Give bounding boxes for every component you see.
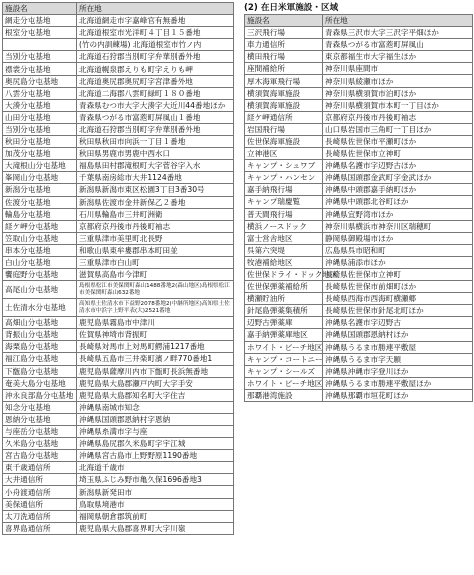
facility-name-cell: 小舟渡通信所 bbox=[3, 486, 77, 498]
facility-name-cell: 立神港区 bbox=[245, 148, 323, 160]
facility-name-cell: 大湊分屯基地 bbox=[3, 99, 77, 111]
facility-name-cell: 経ケ岬分屯基地 bbox=[3, 220, 77, 232]
table-row bbox=[3, 136, 234, 148]
facility-location-cell: 三重県津市白山町 bbox=[77, 256, 234, 268]
facility-name-cell: 大滝根山分屯基地 bbox=[3, 160, 77, 172]
facility-location-cell: 福島県田村郡滝根町大字菅谷字入水 bbox=[77, 160, 234, 172]
facility-name-cell: キャンプ・シュワブ bbox=[245, 160, 323, 172]
facility-name-cell: 知念分屯基地 bbox=[3, 401, 77, 413]
facility-name-cell: 網走分屯基地 bbox=[3, 15, 77, 27]
facility-location-cell: 北海道石狩郡当別町字弁華別番外地 bbox=[77, 51, 234, 63]
facility-location-cell: 長崎県佐世保市立神町 bbox=[323, 148, 473, 160]
right-header-location: 所在地 bbox=[323, 15, 473, 27]
facility-name-cell: 串本分屯基地 bbox=[3, 244, 77, 256]
right-table-body bbox=[245, 27, 473, 402]
facility-location-cell: 長崎県佐世保市立神町 bbox=[323, 268, 473, 280]
table-row bbox=[3, 401, 234, 413]
facility-location-cell: 鹿児島県薩摩川内市下甑町長浜無番地 bbox=[77, 365, 234, 377]
table-row bbox=[245, 75, 473, 87]
facility-name-cell: 秋田分屯基地 bbox=[3, 136, 77, 148]
facility-name-cell: 太刀洗通信所 bbox=[3, 510, 77, 522]
facility-name-cell: 奥尻島分屯基地 bbox=[3, 75, 77, 87]
facility-name-cell: 恩納分屯基地 bbox=[3, 413, 77, 425]
facility-location-cell: 北海道奥尻郡奥尻町字宮津番外地 bbox=[77, 75, 234, 87]
facility-name-cell: 背振山分屯基地 bbox=[3, 329, 77, 341]
facility-name-cell: 当別分屯基地 bbox=[3, 123, 77, 135]
table-row bbox=[3, 196, 234, 208]
facility-name-cell: 横田飛行場 bbox=[245, 51, 323, 63]
facility-location-cell: 埼玉県ふじみ野市亀久保1696番地3 bbox=[77, 474, 234, 486]
facility-location-cell: 沖縄県糸満市字与座 bbox=[77, 426, 234, 438]
facility-name-cell: 車力通信所 bbox=[245, 39, 323, 51]
facility-location-cell: 北海道千歳市 bbox=[77, 462, 234, 474]
table-row bbox=[245, 123, 473, 135]
facility-location-cell: 沖縄県宮古島市上野野原1190番地 bbox=[77, 450, 234, 462]
table-row bbox=[3, 15, 234, 27]
table-row bbox=[245, 87, 473, 99]
table-row bbox=[3, 75, 234, 87]
facility-location-cell: 神奈川県横須賀市本町一丁目ほか bbox=[323, 99, 473, 111]
facility-name-cell: 笠取山分屯基地 bbox=[3, 232, 77, 244]
table-row bbox=[3, 172, 234, 184]
facility-location-cell: 和歌山県東牟婁郡串本町田並 bbox=[77, 244, 234, 256]
facility-name-cell: キャンプ・シールズ bbox=[245, 365, 323, 377]
facility-location-cell: 長崎県対馬市上対馬町鰐浦1217番地 bbox=[77, 341, 234, 353]
table-row bbox=[3, 184, 234, 196]
table-row bbox=[245, 51, 473, 63]
table-row bbox=[3, 256, 234, 268]
table-row bbox=[245, 39, 473, 51]
facility-name-cell: 呉第六突堤 bbox=[245, 244, 323, 256]
facility-location-cell: 三重県津市美里町北長野 bbox=[77, 232, 234, 244]
facility-name-cell: 座間補給所 bbox=[245, 63, 323, 75]
facility-name-cell bbox=[3, 39, 77, 51]
facility-location-cell: 滋賀県高島市今津町 bbox=[77, 269, 234, 281]
facility-name-cell: 普天間飛行場 bbox=[245, 208, 323, 220]
facility-name-cell: 横浜ノースドック bbox=[245, 220, 323, 232]
facility-location-cell: 青森県三沢市大字三沢字平畑ほか bbox=[323, 27, 473, 39]
table-row bbox=[3, 522, 234, 534]
facility-location-cell: 長崎県佐世保市前畑町ほか bbox=[323, 281, 473, 293]
left-table-header-row bbox=[3, 3, 234, 15]
facility-location-cell: 青森県むつ市大字大湊字大近川44番地ほか bbox=[77, 99, 234, 111]
facility-name-cell: 沖永良部島分屯基地 bbox=[3, 389, 77, 401]
facility-location-cell: 沖縄県中頭郡北谷町ほか bbox=[323, 196, 473, 208]
facility-location-cell: 秋田県男鹿市男鹿中西水口 bbox=[77, 148, 234, 160]
table-row bbox=[3, 341, 234, 353]
table-row bbox=[3, 377, 234, 389]
table-row bbox=[3, 389, 234, 401]
facility-location-cell: 広島県呉市昭和町 bbox=[323, 244, 473, 256]
facility-location-cell: 沖縄県名護市字辺野古ほか bbox=[323, 160, 473, 172]
facility-name-cell: 佐世保弾薬補給所 bbox=[245, 281, 323, 293]
table-row bbox=[3, 111, 234, 123]
facility-location-cell: 神奈川県座間市 bbox=[323, 63, 473, 75]
facility-name-cell: 当別分屯基地 bbox=[3, 51, 77, 63]
table-row bbox=[3, 51, 234, 63]
table-row bbox=[245, 63, 473, 75]
facility-name-cell: 美保通信所 bbox=[3, 498, 77, 510]
facility-name-cell: 那覇港湾施設 bbox=[245, 389, 323, 401]
facility-location-cell: 鹿児島県霧島市中津川 bbox=[77, 317, 234, 329]
facility-name-cell: 宮古島分屯基地 bbox=[3, 450, 77, 462]
facility-location-cell: 沖縄県浦添市ほか bbox=[323, 256, 473, 268]
facility-name-cell: 新潟分屯基地 bbox=[3, 184, 77, 196]
facility-location-cell: 北海道幌泉郡えりも町字えりも岬 bbox=[77, 63, 234, 75]
facility-name-cell: 厚木海軍飛行場 bbox=[245, 75, 323, 87]
table-row bbox=[3, 281, 234, 299]
facility-name-cell: 福江島分屯基地 bbox=[3, 353, 77, 365]
table-row bbox=[3, 27, 234, 39]
table-row bbox=[3, 329, 234, 341]
facility-location-cell: 神奈川県横浜市神奈川区瑞穂町 bbox=[323, 220, 473, 232]
facility-name-cell: 奄美大島分屯基地 bbox=[3, 377, 77, 389]
table-row bbox=[3, 123, 234, 135]
table-row bbox=[245, 196, 473, 208]
facility-location-cell: 山口県岩国市三角町一丁目ほか bbox=[323, 123, 473, 135]
facility-name-cell: 下甑島分屯基地 bbox=[3, 365, 77, 377]
facility-location-cell: 長崎県西海市西海町横瀬郷 bbox=[323, 293, 473, 305]
table-row bbox=[245, 184, 473, 196]
facility-location-cell: 沖縄県沖縄市字登川ほか bbox=[323, 365, 473, 377]
facility-name-cell: 与座岳分屯基地 bbox=[3, 426, 77, 438]
facility-name-cell: 嘉手納飛行場 bbox=[245, 184, 323, 196]
right-section-heading: (2) 在日米軍施設・区域 bbox=[244, 3, 339, 13]
facility-name-cell: キャンプ・ハンセン bbox=[245, 172, 323, 184]
table-row bbox=[3, 353, 234, 365]
table-row bbox=[245, 99, 473, 111]
table-row bbox=[245, 293, 473, 305]
facility-name-cell: 横瀬貯油所 bbox=[245, 293, 323, 305]
table-row bbox=[3, 63, 234, 75]
facility-name-cell: 久米島分屯基地 bbox=[3, 438, 77, 450]
table-row bbox=[245, 148, 473, 160]
table-row bbox=[245, 377, 473, 389]
facility-name-cell: 白山分屯基地 bbox=[3, 256, 77, 268]
left-header-name: 施設名 bbox=[3, 3, 77, 15]
table-row bbox=[3, 450, 234, 462]
facility-location-cell: 長崎県佐世保市平瀬町ほか bbox=[323, 135, 473, 147]
facility-name-cell: 高尾山分屯基地 bbox=[3, 281, 77, 299]
facility-name-cell: 饗庭野分屯基地 bbox=[3, 269, 77, 281]
facility-name-cell: 佐渡分屯基地 bbox=[3, 196, 77, 208]
table-row bbox=[3, 474, 234, 486]
facility-location-cell: 静岡県御殿場市ほか bbox=[323, 232, 473, 244]
table-row bbox=[3, 498, 234, 510]
facility-location-cell: 鳥取県境港市 bbox=[77, 498, 234, 510]
facility-name-cell: 山田分屯基地 bbox=[3, 111, 77, 123]
facility-name-cell: 八雲分屯基地 bbox=[3, 87, 77, 99]
facility-location-cell: 沖縄県島尻郡久米島町字宇江城 bbox=[77, 438, 234, 450]
table-row bbox=[245, 389, 473, 401]
left-header-location: 所在地 bbox=[77, 3, 234, 15]
facility-name-cell: キャンプ・コートニー bbox=[245, 353, 323, 365]
table-row bbox=[245, 135, 473, 147]
table-row bbox=[3, 299, 234, 317]
facility-name-cell: 根室分屯基地 bbox=[3, 27, 77, 39]
facility-location-cell: 秋田県秋田市向浜一丁目１番地 bbox=[77, 136, 234, 148]
facility-location-cell: 京都府京丹後市丹後町袖志 bbox=[77, 220, 234, 232]
facility-name-cell: 嘉手納弾薬庫地区 bbox=[245, 329, 323, 341]
facility-name-cell: 横須賀海軍施設 bbox=[245, 87, 323, 99]
facility-location-cell: 長崎県佐世保市針尾北町ほか bbox=[323, 305, 473, 317]
facility-name-cell: 加茂分屯基地 bbox=[3, 148, 77, 160]
table-row bbox=[245, 27, 473, 39]
facility-location-cell: 新潟県佐渡市金井新保乙２番地 bbox=[77, 196, 234, 208]
facility-name-cell: 輪島分屯基地 bbox=[3, 208, 77, 220]
facility-name-cell: 佐世保海軍施設 bbox=[245, 135, 323, 147]
facility-name-cell: 喜界島通信所 bbox=[3, 522, 77, 534]
facility-location-cell: 鹿児島県大島郡瀬戸内町大字手安 bbox=[77, 377, 234, 389]
facility-location-cell: 神奈川県綾瀬市ほか bbox=[323, 75, 473, 87]
facility-location-cell: 佐賀県神埼市背振町 bbox=[77, 329, 234, 341]
table-row bbox=[245, 268, 473, 280]
table-row bbox=[3, 99, 234, 111]
facility-name-cell: 土佐清水分屯基地 bbox=[3, 299, 77, 317]
facility-location-cell: 東京都福生市大字福生ほか bbox=[323, 51, 473, 63]
facility-location-cell: 新潟県新潟市東区松園3丁目3番30号 bbox=[77, 184, 234, 196]
facility-location-cell: 沖縄県中頭郡嘉手納町ほか bbox=[323, 184, 473, 196]
table-row bbox=[3, 220, 234, 232]
facility-location-cell: 京都府京丹後市丹後町袖志 bbox=[323, 111, 473, 123]
facility-location-cell: 島根県松江市美保関町森山1488番地2(森山地区)島根県松江市美保関町森山632番地 bbox=[77, 281, 234, 299]
right-table-header-row bbox=[245, 15, 473, 27]
facility-name-cell: 針尾島弾薬集積所 bbox=[245, 305, 323, 317]
facility-name-cell: ホワイト・ビーチ地区 bbox=[245, 377, 323, 389]
facility-name-cell: 岩国飛行場 bbox=[245, 123, 323, 135]
table-row bbox=[245, 305, 473, 317]
table-row bbox=[3, 413, 234, 425]
table-row bbox=[3, 208, 234, 220]
table-row bbox=[245, 232, 473, 244]
table-row bbox=[245, 365, 473, 377]
table-row bbox=[245, 317, 473, 329]
table-row bbox=[245, 208, 473, 220]
facility-location-cell: 沖縄県宜野湾市ほか bbox=[323, 208, 473, 220]
left-facility-table bbox=[2, 2, 234, 535]
facility-name-cell: 峯岡山分屯基地 bbox=[3, 172, 77, 184]
facility-name-cell: 海栗島分屯基地 bbox=[3, 341, 77, 353]
facility-location-cell: 沖縄県うるま市勝連平敷屋 bbox=[323, 341, 473, 353]
table-row bbox=[3, 462, 234, 474]
facility-name-cell: 牧港補給地区 bbox=[245, 256, 323, 268]
facility-location-cell: 高知県土佐清水市下益野2078番地2(中継所地区)高知県土佐清水市中浜字上野平表(大)2521番地 bbox=[77, 299, 234, 317]
facility-name-cell: 経ケ岬通信所 bbox=[245, 111, 323, 123]
table-row bbox=[245, 220, 473, 232]
table-row bbox=[245, 256, 473, 268]
left-table-body bbox=[3, 15, 234, 535]
table-row bbox=[3, 438, 234, 450]
facility-location-cell: 北海道二海郡八雲町緑町１８０番地 bbox=[77, 87, 234, 99]
facility-location-cell: 沖縄県国頭郡金武町字金武ほか bbox=[323, 172, 473, 184]
table-row bbox=[3, 317, 234, 329]
facility-name-cell: 富士営舎地区 bbox=[245, 232, 323, 244]
table-row bbox=[245, 281, 473, 293]
table-row bbox=[3, 486, 234, 498]
right-facility-table bbox=[244, 14, 473, 402]
facility-name-cell: 大井通信所 bbox=[3, 474, 77, 486]
table-row bbox=[3, 510, 234, 522]
facility-name-cell: 襟裳分屯基地 bbox=[3, 63, 77, 75]
right-header-name: 施設名 bbox=[245, 15, 323, 27]
facility-name-cell: キャンプ瑞慶覧 bbox=[245, 196, 323, 208]
table-row bbox=[3, 39, 234, 51]
facility-location-cell: 北海道石狩郡当別町字弁華別番外地 bbox=[77, 123, 234, 135]
facility-location-cell: 沖縄県うるま市字天願 bbox=[323, 353, 473, 365]
facility-location-cell: 福岡県朝倉郡筑前町 bbox=[77, 510, 234, 522]
table-row bbox=[245, 341, 473, 353]
facility-location-cell: 沖縄県名護市字辺野古 bbox=[323, 317, 473, 329]
facility-location-cell: 青森県つがる市富萢町屏風山 bbox=[323, 39, 473, 51]
facility-location-cell: 北海道根室市光洋町４丁目１５番地 bbox=[77, 27, 234, 39]
facility-location-cell: 鹿児島県大島郡知名町大字住吉 bbox=[77, 389, 234, 401]
table-row bbox=[3, 87, 234, 99]
table-row bbox=[245, 353, 473, 365]
facility-location-cell: 鹿児島県大島郡喜界町大字川嶺 bbox=[77, 522, 234, 534]
facility-location-cell: 石川県輪島市三井町洲衛 bbox=[77, 208, 234, 220]
facility-location-cell: 沖縄県国頭郡恩納村字恩納 bbox=[77, 413, 234, 425]
facility-location-cell: 千葉県南房総市大井1124番地 bbox=[77, 172, 234, 184]
facility-name-cell: 横須賀海軍施設 bbox=[245, 99, 323, 111]
facility-location-cell: 沖縄県国頭郡恩納村ほか bbox=[323, 329, 473, 341]
table-row bbox=[3, 269, 234, 281]
facility-name-cell: ホワイト・ビーチ地区 bbox=[245, 341, 323, 353]
table-row bbox=[3, 365, 234, 377]
facility-name-cell: 高畑山分屯基地 bbox=[3, 317, 77, 329]
facility-location-cell: 新潟県新発田市 bbox=[77, 486, 234, 498]
facility-location-cell: 北海道網走市字嘉峰官有無番地 bbox=[77, 15, 234, 27]
facility-location-cell: (竹の内訓練場) 北海道根室市竹ノ内 bbox=[77, 39, 234, 51]
facility-location-cell: 青森県つがる市富萢町屏風山１番地 bbox=[77, 111, 234, 123]
table-row bbox=[3, 148, 234, 160]
facility-location-cell: 沖縄県うるま市勝連平敷屋ほか bbox=[323, 377, 473, 389]
table-row bbox=[3, 232, 234, 244]
table-row bbox=[245, 329, 473, 341]
facility-location-cell: 沖縄県南城市知念 bbox=[77, 401, 234, 413]
facility-location-cell: 神奈川県横須賀市泊町ほか bbox=[323, 87, 473, 99]
table-row bbox=[245, 244, 473, 256]
table-row bbox=[3, 160, 234, 172]
facility-name-cell: 辺野古弾薬庫 bbox=[245, 317, 323, 329]
facility-name-cell: 三沢飛行場 bbox=[245, 27, 323, 39]
facility-location-cell: 長崎県五島市三井楽町濱ノ畔770番地1 bbox=[77, 353, 234, 365]
table-row bbox=[3, 244, 234, 256]
table-row bbox=[245, 160, 473, 172]
table-row bbox=[3, 426, 234, 438]
facility-name-cell: 佐世保ドライ・ドック地区 bbox=[245, 268, 323, 280]
table-row bbox=[245, 172, 473, 184]
table-row bbox=[245, 111, 473, 123]
facility-name-cell: 東千歳通信所 bbox=[3, 462, 77, 474]
facility-location-cell: 沖縄県那覇市垣花町ほか bbox=[323, 389, 473, 401]
